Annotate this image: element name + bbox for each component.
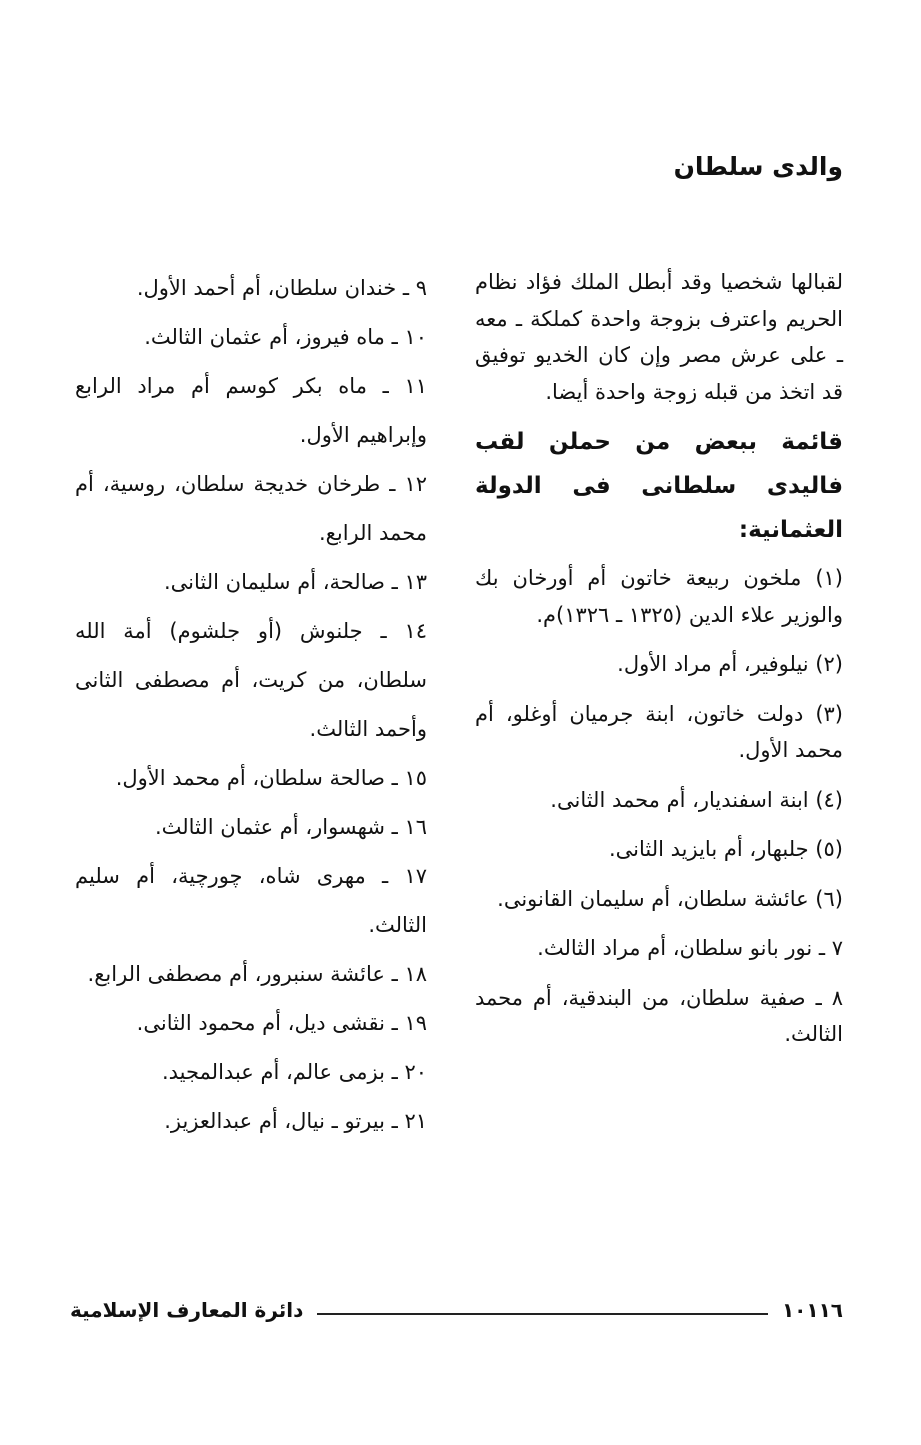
list-item: ١١ ـ ماه بكر كوسم أم مراد الرابع وإبراهيم الأول. (75, 374, 427, 447)
list-item: ١٧ ـ مهرى شاه، چورچية، أم سليم الثالث. (75, 864, 427, 937)
left-column (75, 264, 427, 1146)
list-item: ١٢ ـ طرخان خديجة سلطان، روسية، أم محمد الرابع. (75, 472, 427, 545)
list-item: ١٥ ـ صالحة سلطان، أم محمد الأول. (115, 766, 427, 790)
list-item: ٢١ ـ بيرتو ـ نيال، أم عبدالعزيز. (164, 1109, 427, 1133)
right-column (475, 264, 843, 1066)
list-item: ١٨ ـ عائشة سنبرور، أم مصطفى الرابع. (87, 962, 427, 986)
journal-name: دائرة المعارف الإسلامية (70, 1298, 304, 1322)
list-item: ٧ ـ نور بانو سلطان، أم مراد الثالث. (537, 936, 843, 960)
list-item: (٣) دولت خاتون، ابنة جرميان أوغلو، أم محمد الأول. (475, 701, 843, 762)
list-item: (٥) جلبهار، أم بايزيد الثانى. (608, 837, 843, 861)
list-item: ٩ ـ خندان سلطان، أم أحمد الأول. (136, 276, 427, 300)
intro-paragraph: لقبالها شخصيا وقد أبطل الملك فؤاد نظام الحريم واعترف بزوجة واحدة كملكة ـ معه ـ على عرش مصر وإن كان الخديو توفيق قد اتخذ من قبله زوجة واحدة أيضا. (475, 270, 843, 404)
list-item: (٢) نيلوفير، أم مراد الأول. (617, 652, 843, 676)
list-item: ٢٠ ـ بزمى عالم، أم عبدالمجيد. (161, 1060, 427, 1084)
running-head: والدى سلطان (673, 152, 843, 181)
list-item: ١٩ ـ نقشى ديل، أم محمود الثانى. (136, 1011, 427, 1035)
list-item: (٤) ابنة اسفنديار، أم محمد الثانى. (550, 787, 843, 812)
footer-rule (317, 1313, 768, 1315)
list-item: ٨ ـ صفية سلطان، من البندقية، أم محمد الثالث. (475, 985, 843, 1046)
list-item: ١٤ ـ جلنوش (أو جلشوم) أمة الله سلطان، من كريت، أم مصطفى الثانى وأحمد الثالث. (75, 619, 427, 741)
list-item: (١) ملخون ربيعة خاتون أم أورخان بك والوزير علاء الدين (١٣٢٥ ـ ١٣٢٦)م. (475, 566, 843, 627)
list-heading: قائمة ببعض من حملن لقب فاليدى سلطانى فى الدولة العثمانية: (475, 429, 843, 543)
list-item: ١٠ ـ ماه فيروز، أم عثمان الثالث. (144, 325, 427, 349)
list-item: ١٣ ـ صالحة، أم سليمان الثانى. (164, 570, 427, 594)
list-item: ١٦ ـ شهسوار، أم عثمان الثالث. (154, 815, 427, 839)
list-item: (٦) عائشة سلطان، أم سليمان القانونى. (497, 886, 843, 911)
page-number: ١٠١١٦ (781, 1298, 843, 1322)
page-footer (70, 1290, 843, 1330)
